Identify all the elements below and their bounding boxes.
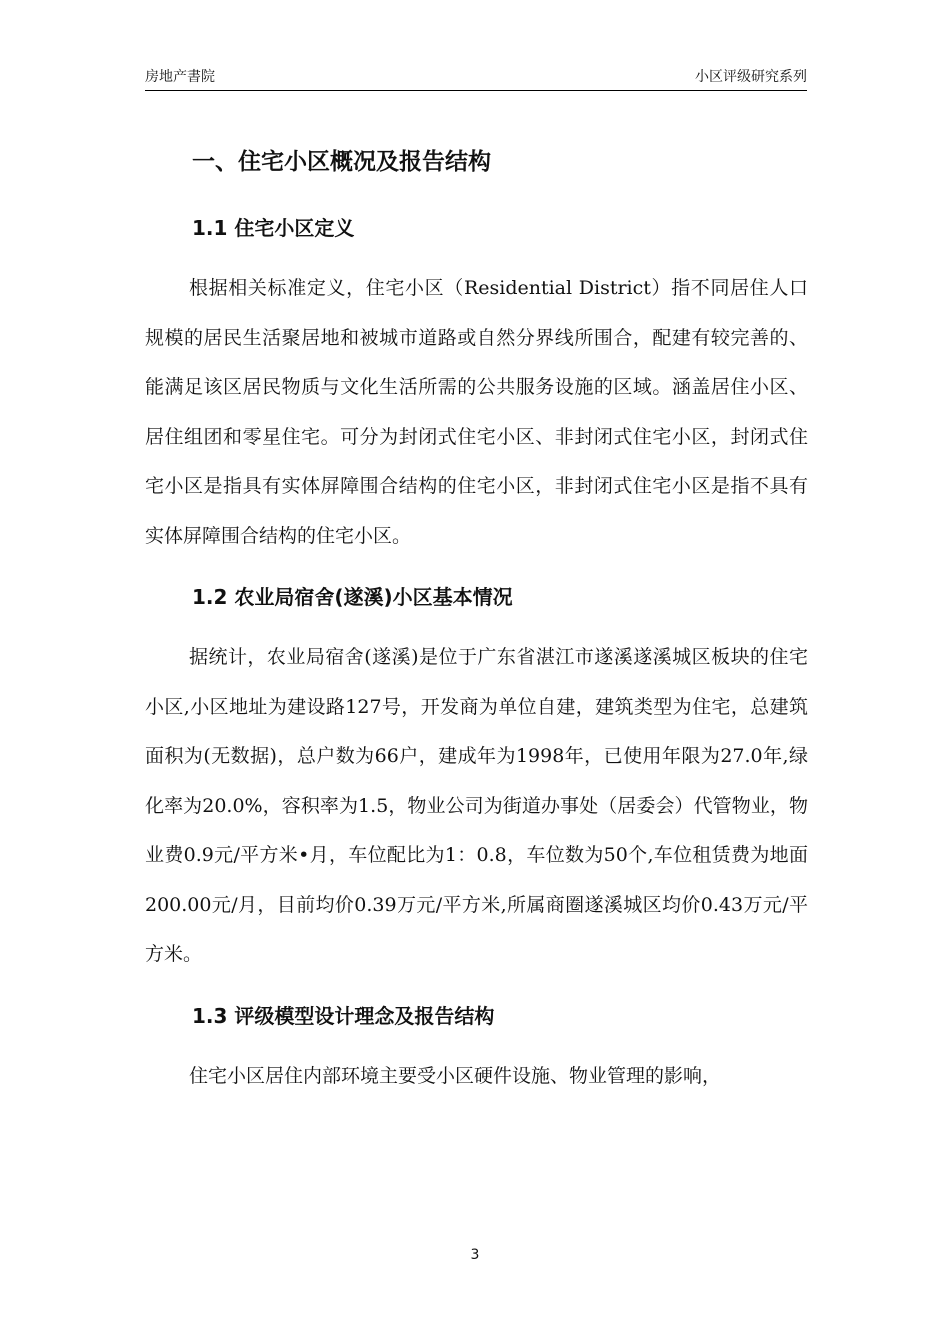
section-1-1-body: 根据相关标准定义，住宅小区（Residential District）指不同居住人口规模的居民生活聚居地和被城市道路或自然分界线所围合，配建有较完善的、能满足该区居民物质与文化生活所需的公共服务设施的区域。涵盖居住小区、居住组团和零星住宅。可分为封闭式住宅小区、非封闭式住宅小区，封闭式住宅小区是指具有实体屏障围合结构的住宅小区，非封闭式住宅小区是指不具有实体屏障围合结构的住宅小区。 (145, 277, 808, 547)
page-header (145, 68, 807, 91)
section-1-3-body: 住宅小区居住内部环境主要受小区硬件设施、物业管理的影响， (189, 1064, 722, 1087)
section-1-1-title: 1.1 住宅小区定义 (192, 216, 355, 240)
header-left-text: 房地产書院 (145, 69, 215, 85)
page-content (145, 142, 808, 1101)
header-right-text: 小区评级研究系列 (695, 69, 807, 85)
section-1-2-body: 据统计，农业局宿舍(遂溪)是位于广东省湛江市遂溪遂溪城区板块的住宅小区,小区地址为建设路127号，开发商为单位自建，建筑类型为住宅，总建筑面积为(无数据)，总户数为66户，建成年为1998年，已使用年限为27.0年,绿化率为20.0%，容积率为1.5，物业公司为街道办事处（居委会）代管物业，物业费0.9元/平方米•月，车位配比为1：0.8，车位数为50个,车位租赁费为地面200.00元/月，目前均价0.39万元/平方米,所属商圈遂溪城区均价0.43万元/平方米。 (145, 646, 808, 965)
section-1-3-title: 1.3 评级模型设计理念及报告结构 (192, 1003, 495, 1028)
section-1-2-title: 1.2 农业局宿舍(遂溪)小区基本情况 (192, 585, 513, 609)
page-number: 3 (470, 1247, 480, 1263)
chapter-title: 一、住宅小区概况及报告结构 (192, 149, 491, 175)
